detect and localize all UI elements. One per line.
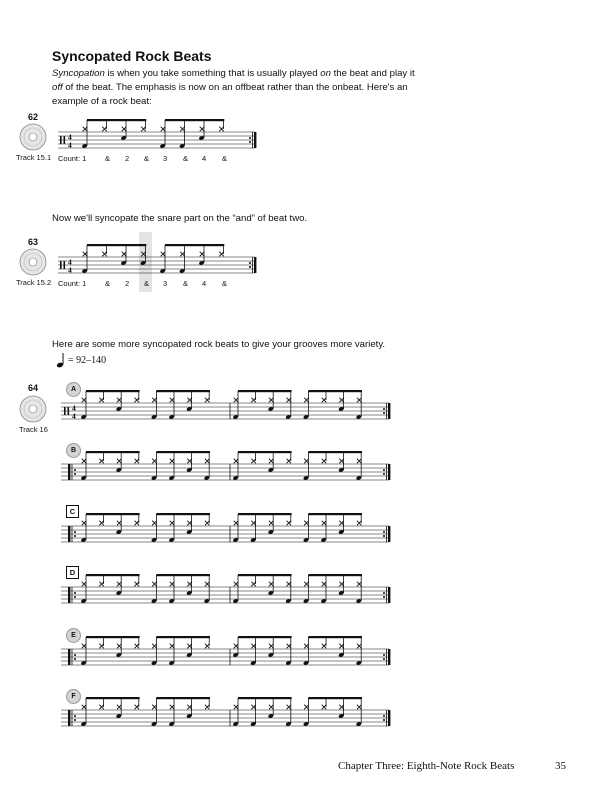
percussion-clef: [60, 261, 62, 269]
page-number: 35: [555, 760, 566, 772]
repeat-dot: [74, 658, 76, 660]
count-item: Count: 1: [58, 154, 87, 163]
note-beam: [238, 390, 292, 392]
percussion-clef: [60, 136, 62, 144]
groove-label-e: E: [66, 628, 81, 643]
note-beam: [308, 574, 362, 576]
tempo-marking: = 92–140: [68, 355, 107, 366]
final-barline: [388, 403, 390, 419]
note-beam: [165, 244, 224, 246]
count-item: &: [144, 279, 150, 288]
time-signature: 4: [68, 265, 72, 275]
note-beam: [86, 574, 140, 576]
intro-text-a: is when you take something that is usually played: [104, 68, 321, 79]
count-item: &: [222, 279, 228, 288]
repeat-dot: [74, 469, 76, 471]
track-label-63: Track 15.2: [16, 278, 52, 287]
repeat-dot: [249, 137, 251, 139]
final-barline: [388, 710, 390, 726]
groove-label-d: D: [66, 566, 79, 579]
note-beam: [238, 636, 292, 638]
groove-staff-e: [58, 632, 388, 682]
repeat-dot: [383, 535, 385, 537]
time-signature: 4: [72, 411, 76, 421]
repeat-dot: [383, 473, 385, 475]
note-beam: [238, 574, 292, 576]
repeat-dot: [383, 469, 385, 471]
start-repeat-bar: [68, 649, 70, 665]
count-62: [58, 154, 258, 166]
percussion-clef: [64, 407, 66, 415]
note-beam: [87, 244, 146, 246]
start-repeat-bar: [68, 587, 70, 603]
count-item: Count: 1: [58, 279, 87, 288]
repeat-dot: [74, 535, 76, 537]
paragraph-3: Here are some more syncopated rock beats to give your grooves more variety.: [52, 339, 386, 350]
count-item: &: [183, 154, 189, 163]
repeat-dot: [74, 654, 76, 656]
track-label-64: Track 16: [19, 425, 48, 434]
groove-staff-c: [58, 509, 388, 559]
note-beam: [308, 697, 362, 699]
count-item: 2: [125, 279, 130, 288]
time-signature: 4: [72, 403, 76, 413]
note-beam: [308, 451, 362, 453]
count-item: &: [105, 154, 111, 163]
intro-term: Syncopation: [52, 68, 105, 79]
note-beam: [156, 697, 210, 699]
note-beam: [238, 513, 292, 515]
section-heading: Syncopated Rock Beats: [52, 48, 212, 64]
groove-label-f: F: [66, 689, 81, 704]
note-beam: [156, 390, 210, 392]
groove-label-c: C: [66, 505, 79, 518]
intro-on: on: [320, 68, 331, 79]
note-beam: [156, 513, 210, 515]
note-beam: [156, 451, 210, 453]
count-item: 2: [125, 154, 130, 163]
groove-label-b: B: [66, 443, 81, 458]
count-item: &: [105, 279, 111, 288]
repeat-dot: [383, 719, 385, 721]
groove-staff-d: [58, 570, 388, 620]
repeat-dot: [383, 592, 385, 594]
final-barline: [254, 132, 256, 148]
note-beam: [308, 390, 362, 392]
paragraph-2: Now we'll syncopate the snare part on the “and” of beat two.: [52, 213, 308, 224]
count-item: &: [183, 279, 189, 288]
note-beam: [86, 451, 140, 453]
note-beam: [156, 636, 210, 638]
groove-staff-f: [58, 693, 388, 743]
repeat-dot: [383, 654, 385, 656]
start-repeat-bar: [68, 710, 70, 726]
final-barline: [388, 464, 390, 480]
percussion-clef: [68, 407, 70, 415]
time-signature: 4: [68, 140, 72, 150]
note-beam: [238, 451, 292, 453]
footer-chapter: Chapter Three: Eighth-Note Rock Beats: [338, 760, 515, 772]
groove-staff-a: [58, 386, 388, 436]
final-barline: [388, 587, 390, 603]
note-beam: [86, 390, 140, 392]
time-signature: 4: [68, 132, 72, 142]
note-beam: [165, 119, 224, 121]
note-beam: [86, 697, 140, 699]
repeat-dot: [249, 266, 251, 268]
percussion-clef: [64, 261, 66, 269]
count-item: 3: [163, 279, 168, 288]
intro-text-b: the beat and play it: [330, 68, 415, 79]
repeat-dot: [74, 715, 76, 717]
cd-icon: [19, 123, 47, 151]
count-item: 3: [163, 154, 168, 163]
intro-text-c: of the beat. The emphasis is now on an offbeat rather than the onbeat. Here's an example of a rock beat:: [52, 82, 408, 107]
start-repeat-bar: [68, 526, 70, 542]
note-beam: [87, 119, 146, 121]
final-barline: [388, 649, 390, 665]
count-item: &: [222, 154, 228, 163]
final-barline: [388, 526, 390, 542]
repeat-dot: [74, 473, 76, 475]
groove-label-a: A: [66, 382, 81, 397]
note-beam: [308, 513, 362, 515]
repeat-dot: [74, 531, 76, 533]
intro-off: off: [52, 82, 63, 93]
repeat-dot: [383, 715, 385, 717]
note-beam: [156, 574, 210, 576]
repeat-dot: [74, 719, 76, 721]
percussion-clef: [64, 136, 66, 144]
time-signature: 4: [68, 257, 72, 267]
repeat-dot: [74, 592, 76, 594]
note-beam: [86, 636, 140, 638]
repeat-dot: [383, 408, 385, 410]
groove-staff-b: [58, 447, 388, 497]
example-number-63: 63: [27, 237, 38, 247]
example-number-64: 64: [27, 383, 38, 393]
repeat-dot: [383, 658, 385, 660]
intro-paragraph: [52, 67, 422, 109]
repeat-dot: [383, 412, 385, 414]
track-label-62: Track 15.1: [16, 153, 52, 162]
note-beam: [308, 636, 362, 638]
start-repeat-bar: [68, 464, 70, 480]
count-item: &: [144, 154, 150, 163]
note-beam: [86, 513, 140, 515]
repeat-dot: [74, 596, 76, 598]
repeat-dot: [383, 531, 385, 533]
repeat-dot: [249, 262, 251, 264]
cd-icon: [19, 248, 47, 276]
note-beam: [238, 697, 292, 699]
final-barline: [254, 257, 256, 273]
repeat-dot: [383, 596, 385, 598]
count-63: [58, 279, 258, 291]
repeat-dot: [249, 141, 251, 143]
count-item: 4: [202, 279, 207, 288]
example-number-62: 62: [27, 112, 38, 122]
quarter-note-icon: [56, 352, 68, 368]
count-item: 4: [202, 154, 207, 163]
cd-icon: [19, 395, 47, 423]
